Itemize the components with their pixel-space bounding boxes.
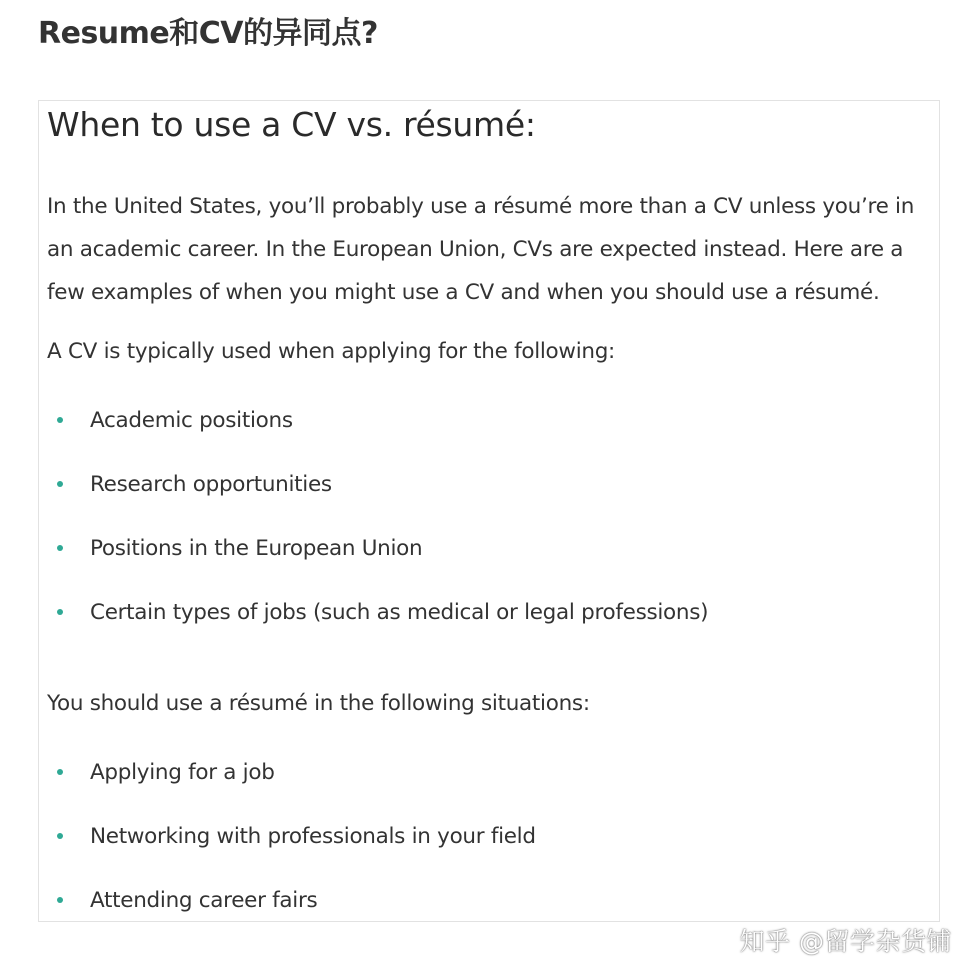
resume-list-item bbox=[57, 885, 317, 915]
bullet-dot-icon bbox=[57, 609, 63, 615]
list-item-text: Positions in the European Union bbox=[90, 535, 423, 561]
bullet-dot-icon bbox=[57, 417, 63, 423]
bullet-dot-icon bbox=[57, 833, 63, 839]
cv-list-item bbox=[57, 597, 708, 627]
paragraph-line: an academic career. In the European Union, CVs are expected instead. Here are a bbox=[47, 237, 904, 262]
list-item-text: Attending career fairs bbox=[90, 887, 318, 913]
list-item-text: Research opportunities bbox=[90, 471, 332, 497]
bullet-dot-icon bbox=[57, 897, 63, 903]
article-heading: When to use a CV vs. résumé: bbox=[47, 105, 536, 144]
paragraph-line: few examples of when you might use a CV and when you should use a résumé. bbox=[47, 280, 880, 305]
cv-list-item bbox=[57, 533, 422, 563]
cv-intro-text: A CV is typically used when applying for the following: bbox=[47, 339, 615, 364]
cv-list-item bbox=[57, 469, 332, 499]
resume-list-item bbox=[57, 821, 536, 851]
bullet-dot-icon bbox=[57, 545, 63, 551]
cv-list-item bbox=[57, 405, 293, 435]
bullet-dot-icon bbox=[57, 481, 63, 487]
resume-intro-text: You should use a résumé in the following situations: bbox=[47, 691, 590, 716]
resume-list-item bbox=[57, 757, 275, 787]
list-item-text: Networking with professionals in your field bbox=[90, 823, 536, 849]
bullet-dot-icon bbox=[57, 769, 63, 775]
list-item-text: Academic positions bbox=[90, 407, 293, 433]
list-item-text: Applying for a job bbox=[90, 759, 275, 785]
article-box bbox=[38, 100, 940, 922]
intro-paragraph bbox=[47, 185, 940, 314]
watermark: 知乎 @留学杂货铺 bbox=[739, 927, 952, 956]
page-title: Resume和CV的异同点? bbox=[38, 16, 378, 51]
paragraph-line: In the United States, you’ll probably use a résumé more than a CV unless you’re in bbox=[47, 194, 915, 219]
list-item-text: Certain types of jobs (such as medical or legal professions) bbox=[90, 599, 709, 625]
